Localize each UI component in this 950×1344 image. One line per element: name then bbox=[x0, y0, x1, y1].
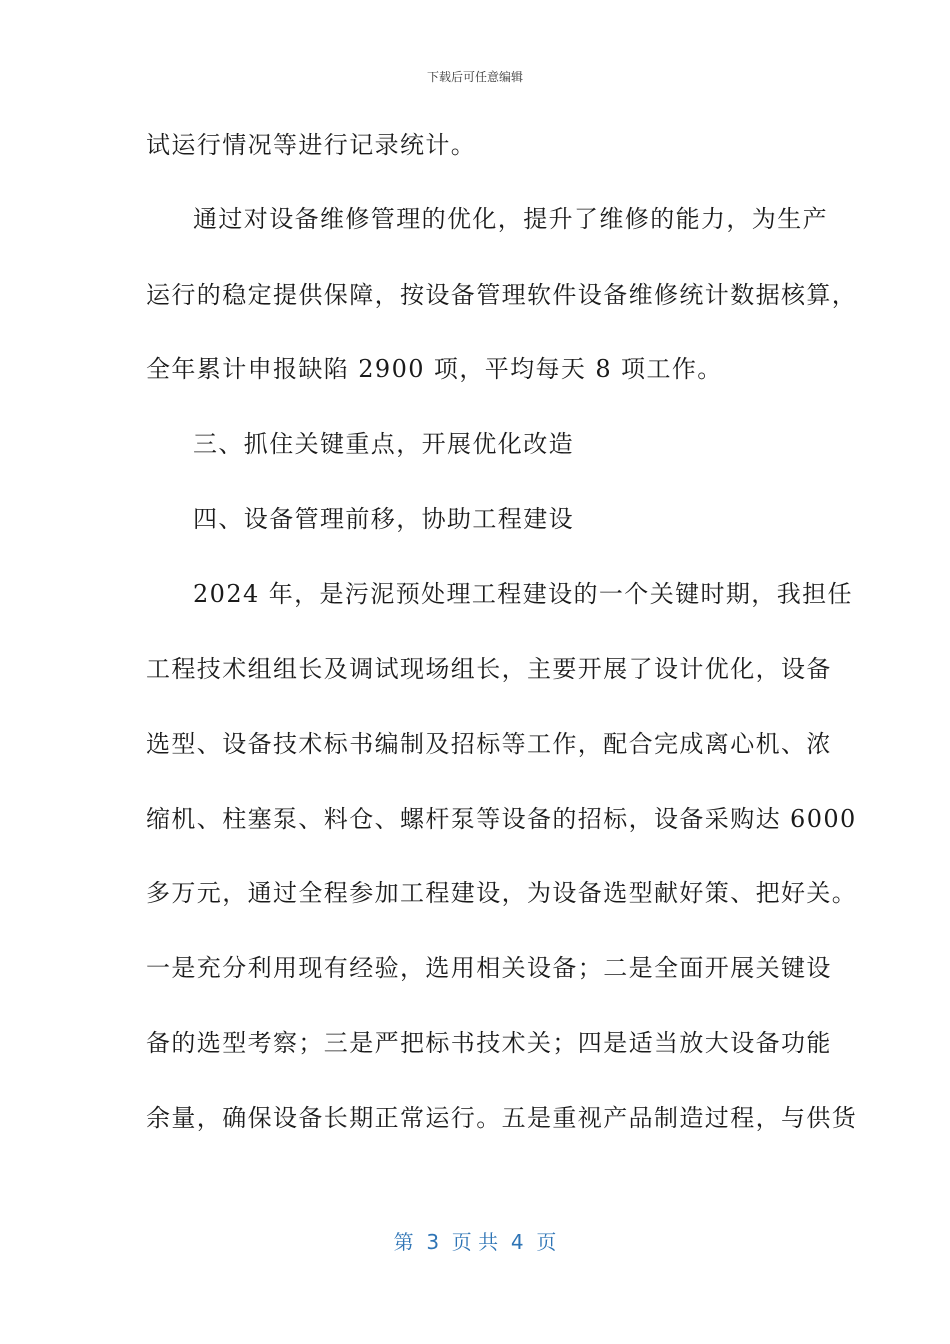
body-line: 备的选型考察；三是严把标书技术关；四是适当放大设备功能 bbox=[146, 1029, 832, 1057]
header-note: 下载后可任意编辑 bbox=[426, 70, 523, 84]
body-line: 工程技术组组长及调试现场组长，主要开展了设计优化，设备 bbox=[146, 655, 832, 683]
page-number-footer: 第 3 页 共 4 页 bbox=[393, 1230, 557, 1254]
section-heading: 三、抓住关键重点，开展优化改造 bbox=[193, 430, 574, 458]
body-line: 全年累计申报缺陷 2900 项，平均每天 8 项工作。 bbox=[146, 355, 723, 383]
body-line: 缩机、柱塞泵、料仓、螺杆泵等设备的招标，设备采购达 6000 bbox=[146, 805, 857, 833]
body-line: 试运行情况等进行记录统计。 bbox=[146, 131, 477, 159]
body-line: 选型、设备技术标书编制及招标等工作，配合完成离心机、浓 bbox=[146, 730, 832, 758]
body-line: 余量，确保设备长期正常运行。五是重视产品制造过程，与供货 bbox=[146, 1104, 858, 1132]
body-line: 2024 年，是污泥预处理工程建设的一个关键时期，我担任 bbox=[193, 580, 853, 608]
section-heading: 四、设备管理前移，协助工程建设 bbox=[193, 505, 574, 533]
body-line: 通过对设备维修管理的优化，提升了维修的能力，为生产 bbox=[193, 205, 828, 233]
body-line: 一是充分利用现有经验，选用相关设备；二是全面开展关键设 bbox=[146, 954, 832, 982]
body-line: 运行的稳定提供保障，按设备管理软件设备维修统计数据核算， bbox=[146, 281, 858, 309]
body-line: 多万元，通过全程参加工程建设，为设备选型献好策、把好关。 bbox=[146, 879, 858, 907]
